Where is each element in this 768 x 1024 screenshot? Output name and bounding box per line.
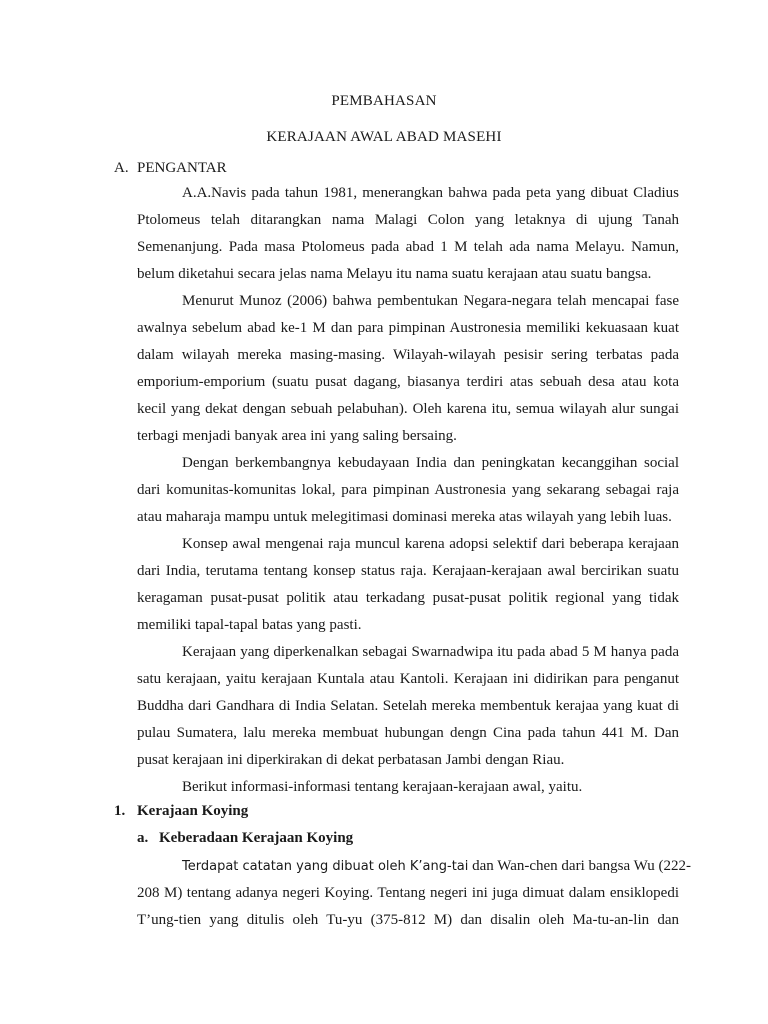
paragraph-line: kecil yang dekat dengan sebuah pelabuhan). Oleh karena itu, semua wilayah alur sungai <box>137 401 679 417</box>
paragraph-line: Kerajaan yang diperkenalkan sebagai Swarnadwipa itu pada abad 5 M hanya pada <box>182 644 679 660</box>
section-marker: A. <box>114 160 129 176</box>
heading-label: Kerajaan Koying <box>137 803 249 819</box>
paragraph-line: belum diketahui secara jelas nama Melayu itu nama suatu kerajaan atau suatu bangsa. <box>137 266 652 282</box>
section-heading-a <box>114 160 227 177</box>
paragraph-line <box>182 856 691 877</box>
page-title: PEMBAHASAN <box>331 93 437 109</box>
paragraph-line: A.A.Navis pada tahun 1981, menerangkan bahwa pada peta yang dibuat Cladius <box>182 185 679 201</box>
paragraph-line: dari India, terutama tentang konsep status raja. Kerajaan-kerajaan awal bercirikan suatu <box>137 563 679 579</box>
heading-kerajaan-koying <box>114 803 248 820</box>
paragraph-line: pusat kerajaan ini diperkirakan di dekat perbatasan Jambi dengan Riau. <box>137 752 565 768</box>
paragraph-line: Semenanjung. Pada masa Ptolomeus pada abad 1 M telah ada nama Melayu. Namun, <box>137 239 679 255</box>
paragraph-line: pulau Sumatera, lalu mereka membuat hubungan dengn Cina pada tahun 441 M. Dan <box>137 725 679 741</box>
paragraph-line: Dengan berkembangnya kebudayaan India dan peningkatan kecanggihan social <box>182 455 679 471</box>
subheading-marker: a. <box>137 830 149 846</box>
subheading-keberadaan-kerajaan-koying <box>137 830 353 847</box>
heading-marker: 1. <box>114 803 126 819</box>
paragraph-line: keragaman pusat-pusat politik atau terkadang pusat-pusat politik regional yang tidak <box>137 590 679 606</box>
paragraph-line: dalam wilayah mereka masing-masing. Wilayah-wilayah pesisir sering terbatas pada <box>137 347 679 363</box>
page-subtitle: KERAJAAN AWAL ABAD MASEHI <box>266 129 502 145</box>
paragraph-line: 208 M) tentang adanya negeri Koying. Tentang negeri ini juga dimuat dalam ensiklopedi <box>137 885 679 901</box>
paragraph-line: memiliki tapal-tapal batas yang pasti. <box>137 617 362 633</box>
paragraph-line: emporium-emporium (suatu pusat dagang, biasanya terdiri atas sebuah desa atau kota <box>137 374 679 390</box>
paragraph-line-rest: dan Wan-chen dari bangsa Wu (222- <box>468 858 691 874</box>
paragraph-line: satu kerajaan, yaitu kerajaan Kuntala atau Kantoli. Kerajaan ini didirikan para penganut <box>137 671 679 687</box>
section-label: PENGANTAR <box>137 160 227 176</box>
paragraph-line: awalnya sebelum abad ke-1 M dan para pimpinan Austronesia memiliki kekuasaan kuat <box>137 320 679 336</box>
paragraph-line: dari komunitas-komunitas lokal, para pimpinan Austronesia yang sekarang sebagai raja <box>137 482 679 498</box>
paragraph-line-sans-part: Terdapat catatan yang dibuat oleh K’ang-tai <box>182 859 469 874</box>
paragraph-line: Berikut informasi-informasi tentang kerajaan-kerajaan awal, yaitu. <box>182 779 583 795</box>
paragraph-line: atau maharaja mampu untuk melegitimasi dominasi mereka atas wilayah yang lebih luas. <box>137 509 672 525</box>
paragraph-line: Menurut Munoz (2006) bahwa pembentukan Negara-negara telah mencapai fase <box>182 293 679 309</box>
paragraph-line: Konsep awal mengenai raja muncul karena adopsi selektif dari beberapa kerajaan <box>182 536 679 552</box>
paragraph-line: Ptolomeus telah ditarangkan nama Malagi Colon yang letaknya di ujung Tanah <box>137 212 679 228</box>
paragraph-line: Buddha dari Gandhara di India Selatan. Setelah mereka membentuk kerajaa yang kuat di <box>137 698 679 714</box>
paragraph-line: terbagi menjadi banyak area ini yang saling bersaing. <box>137 428 457 444</box>
subheading-label: Keberadaan Kerajaan Koying <box>159 830 354 846</box>
paragraph-line: T’ung-tien yang ditulis oleh Tu-yu (375-812 M) dan disalin oleh Ma-tu-an-lin dan <box>137 912 679 928</box>
